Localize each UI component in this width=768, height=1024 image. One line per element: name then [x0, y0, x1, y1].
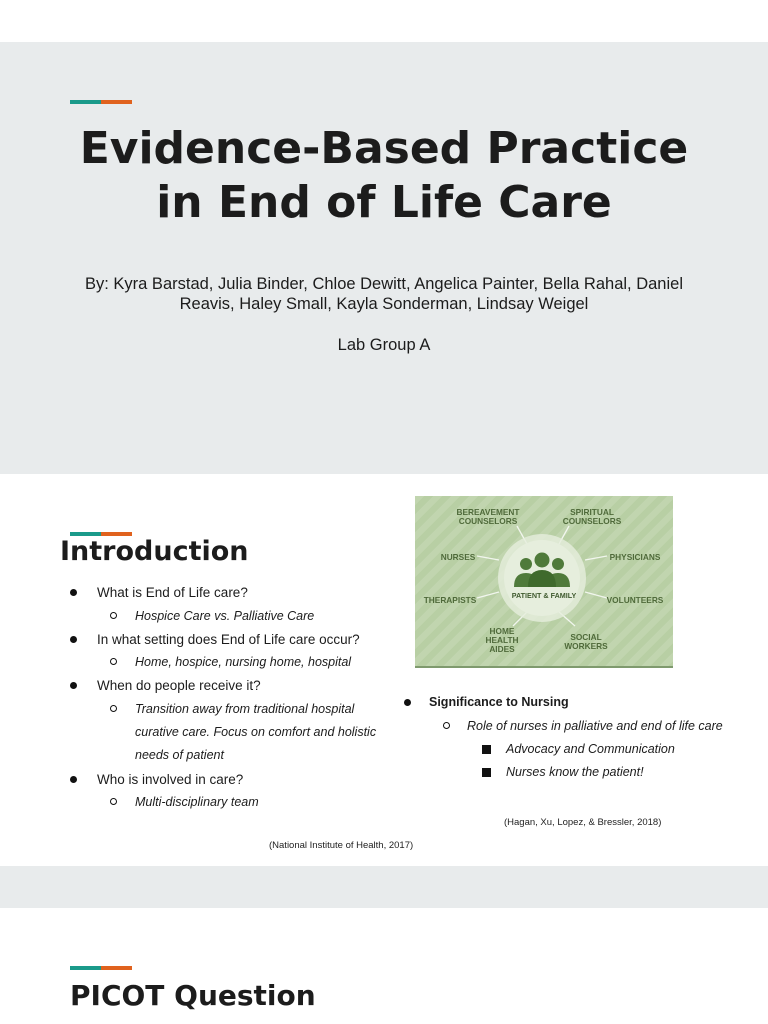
list-item: In what setting does End of Life care occur? — [60, 628, 390, 652]
introduction-slide — [0, 474, 768, 866]
list-subitem: Hospice Care vs. Palliative Care — [60, 605, 390, 628]
title-line-1: Evidence-Based Practice — [79, 123, 689, 174]
picot-heading: PICOT Question — [70, 979, 316, 1012]
top-gap — [0, 0, 768, 42]
picot-slide — [0, 908, 768, 1024]
bullet-icon — [70, 636, 77, 643]
center-label: PATIENT & FAMILY — [511, 591, 577, 600]
list-subitem: Role of nurses in palliative and end of life care — [395, 715, 765, 738]
authors-line-2: Reavis, Haley Small, Kayla Sonderman, Lindsay Weigel — [179, 295, 589, 313]
bullet-icon — [70, 776, 77, 783]
bullet-icon — [404, 699, 411, 706]
hollow-bullet-icon — [110, 658, 117, 665]
list-subitem-continued: needs of patient — [135, 748, 224, 763]
bullet-icon — [70, 589, 77, 596]
label-home-health: HOME HEALTH AIDES — [485, 626, 519, 654]
list-subitem: Multi-disciplinary team — [60, 791, 390, 814]
list-item: Significance to Nursing — [395, 691, 765, 715]
nursing-bullet-list — [395, 691, 765, 784]
introduction-heading: Introduction — [60, 536, 249, 567]
intro-bullet-list — [60, 581, 390, 814]
hollow-bullet-icon — [110, 798, 117, 805]
slide-title — [0, 122, 768, 230]
hollow-bullet-icon — [443, 722, 450, 729]
accent-bar — [70, 966, 132, 970]
title-slide — [0, 42, 768, 474]
list-subsubitem: Nurses know the patient! — [395, 761, 765, 784]
hollow-bullet-icon — [110, 705, 117, 712]
label-volunteers: VOLUNTEERS — [606, 595, 664, 605]
label-spiritual: SPIRITUAL COUNSELORS — [562, 507, 622, 526]
citation-nih: (National Institute of Health, 2017) — [269, 840, 414, 851]
care-team-graphic — [415, 496, 673, 668]
label-nurses: NURSES — [440, 552, 476, 562]
title-line-2: in End of Life Care — [156, 177, 612, 228]
label-physicians: PHYSICIANS — [609, 552, 661, 562]
lab-group: Lab Group A — [337, 336, 431, 354]
list-item: When do people receive it? — [60, 674, 390, 698]
accent-bar — [70, 100, 132, 104]
list-item: What is End of Life care? — [60, 581, 390, 605]
list-item: Who is involved in care? — [60, 768, 390, 792]
citation-hagan: (Hagan, Xu, Lopez, & Bressler, 2018) — [504, 817, 662, 828]
list-subitem: Home, hospice, nursing home, hospital — [60, 651, 390, 674]
list-subitem: Transition away from traditional hospital — [60, 698, 390, 721]
list-subsubitem: Advocacy and Communication — [395, 738, 765, 761]
label-bereavement: BEREAVEMENT COUNSELORS — [456, 507, 520, 526]
square-bullet-icon — [482, 745, 491, 754]
authors-line-1: By: Kyra Barstad, Julia Binder, Chloe Dewitt, Angelica Painter, Bella Rahal, Daniel — [85, 275, 683, 293]
hollow-bullet-icon — [110, 612, 117, 619]
slide-divider — [0, 866, 768, 908]
label-social: SOCIAL WORKERS — [564, 632, 608, 651]
list-subitem-continued: curative care. Focus on comfort and holistic — [135, 725, 377, 740]
bullet-icon — [70, 682, 77, 689]
authors — [60, 274, 708, 314]
square-bullet-icon — [482, 768, 491, 777]
label-therapists: THERAPISTS — [423, 595, 477, 605]
